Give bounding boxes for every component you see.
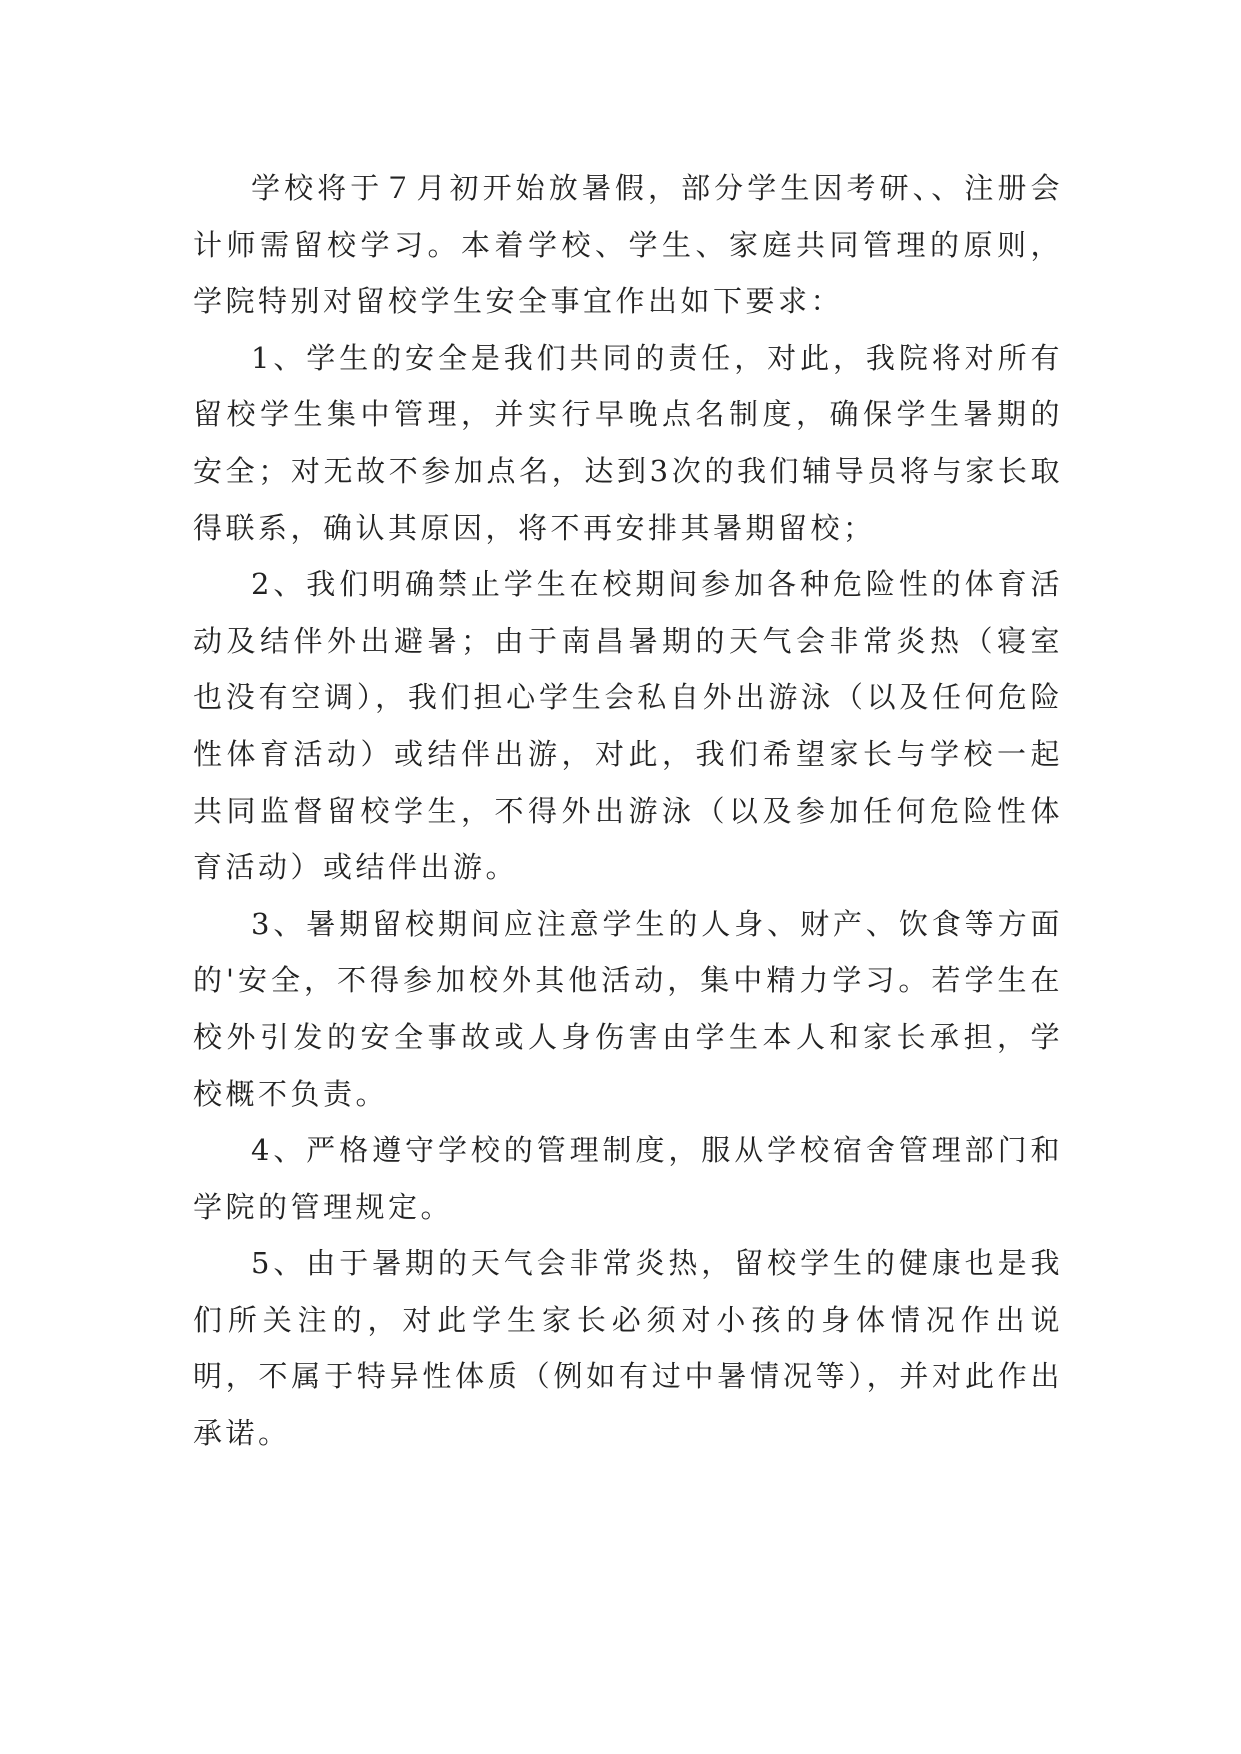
- intro-paragraph: 学校将于７月初开始放暑假，部分学生因考研、、注册会计师需留校学习。本着学校、学生、家庭共同管理的原则，学院特别对留校学生安全事宜作出如下要求：: [193, 171, 1063, 319]
- requirement-4-paragraph: 4、严格遵守学校的管理制度，服从学校宿舍管理部门和学院的管理规定。: [193, 1133, 1063, 1224]
- requirement-2-paragraph: 2、我们明确禁止学生在校期间参加各种危险性的体育活动及结伴外出避暑；由于南昌暑期的天气会非常炎热（寝室也没有空调），我们担心学生会私自外出游泳（以及任何危险性体育活动）或结伴出游，对此，我们希望家长与学校一起共同监督留校学生，不得外出游泳（以及参加任何危险性体育活动）或结伴出游。: [193, 567, 1063, 885]
- requirement-1-paragraph: 1、学生的安全是我们共同的责任，对此，我院将对所有留校学生集中管理，并实行早晚点名制度，确保学生暑期的安全；对无故不参加点名，达到3次的我们辅导员将与家长取得联系，确认其原因，将不再安排其暑期留校；: [193, 340, 1063, 545]
- requirement-5-paragraph: 5、由于暑期的天气会非常炎热，留校学生的健康也是我们所关注的，对此学生家长必须对小孩的身体情况作出说明，不属于特异性体质（例如有过中暑情况等），并对此作出承诺。: [193, 1246, 1063, 1451]
- document-body: [193, 160, 1063, 1462]
- requirement-3-paragraph: 3、暑期留校期间应注意学生的人身、财产、饮食等方面的'安全，不得参加校外其他活动，集中精力学习。若学生在校外引发的安全事故或人身伤害由学生本人和家长承担，学校概不负责。: [193, 906, 1063, 1111]
